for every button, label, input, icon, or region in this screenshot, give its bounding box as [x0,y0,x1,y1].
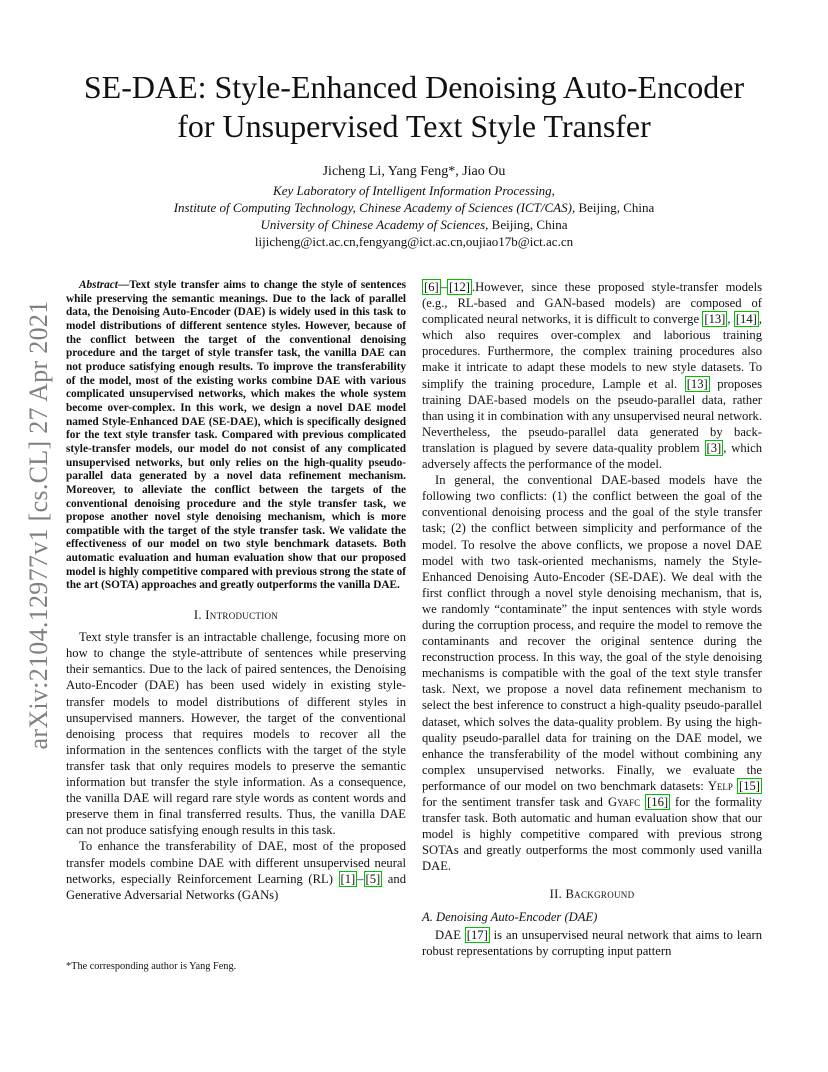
intro-paragraph-3: [6] – [12] .However, since these proposed style-transfer models (e.g., RL-based and GAN-based models) are composed of complicated neural networks, it is difficult to converge [13] , [14] , which also requires over-complex and laborious training procedures. Furthermore, the complex training procedures also make it intricate to adapt these models to new style datasets. To simplify the training procedure, Lample et al. [13] proposes training DAE-based models on the pseudo-parallel data, rather than using it in combination with any unsupervised neural network. Nevertheless, the pseudo-parallel data generated by back-translation is plagued by severe data-quality problem [3] , which adversely affects the performance of the model. [422,280,763,472]
citation-link[interactable]: [17] [466,927,488,942]
right-column [422,279,762,959]
intro-paragraph-2: To enhance the transferability of DAE, most of the proposed transfer models combine DAE with different unsupervised neural networks, especially Reinforcement Learning (RL) [1] – [5] and Generative Adversarial Networks (GANs) [66,839,406,902]
section-heading-background: II. Background [549,887,635,902]
affiliation-location-2: Beijing, China [488,217,568,232]
paper-title [60,68,768,146]
abstract-text: —Text style transfer aims to change the style of sentences while preserving the semantic meanings. Due to the lack of parallel data, the Denoising Auto-Encoder (DAE) is widely used in this task to model distributions of different sentence styles. However, because of the conflict between the target of the conventional denoising procedure and the target of style transfer task, the vanilla DAE can not produce satisfying enough results. To improve the transferability of the model, most of the existing works combine DAE with various complicated unsupervised networks, which makes the whole system become over-complex. In this work, we design a novel DAE model named Style-Enhanced DAE (SE-DAE), which is specifically designed for the text style transfer task. Compared with previous complicated style-transfer models, our model do not consist of any complicated unsupervised networks, but only relies on the high-quality pseudo-parallel data generated by a novel data refinement mechanism. Moreover, to alleviate the conflict between the targets of the conventional denoising procedure and the style transfer task, we propose another novel style denoising mechanism, which is more compatible with the target of the style transfer task. We validate the effectiveness of our model on two style benchmark datasets. Both automatic evaluation and human evaluation show that our proposed model is highly competitive compared with previous strong the state of the art (SOTA) approaches and greatly outperforms the vanilla DAE. [66,279,406,592]
citation-link[interactable]: [3] [706,440,722,455]
subsection-heading-dae: A. Denoising Auto-Encoder (DAE) [422,909,598,924]
title-line-1: SE-DAE: Style-Enhanced Denoising Auto-Encoder [83,69,745,105]
arxiv-stamp: arXiv:2104.12977v1 [cs.CL] 27 Apr 2021 [24,300,53,750]
author-list: Jicheng Li, Yang Feng*, Jiao Ou [322,164,506,179]
title-line-2: for Unsupervised Text Style Transfer [177,108,651,144]
abstract-label: Abstract [79,279,118,291]
citation-link[interactable]: [13] [686,376,708,391]
affiliation-line-3 [60,216,768,233]
citation-link[interactable]: [6] [424,280,439,294]
affiliation-line-2 [60,199,768,216]
footnote: *The corresponding author is Yang Feng. [66,961,237,972]
affiliation-university: University of Chinese Academy of Sciences, [260,217,489,232]
citation-link[interactable]: [5] [365,871,381,886]
affiliation-line-1: Key Laboratory of Intelligent Information Processing, [273,183,555,198]
citation-link[interactable]: [16] [647,795,669,809]
section-heading-introduction: I. Introduction [193,608,279,623]
affiliation-institute: Institute of Computing Technology, Chinese Academy of Sciences (ICT/CAS), [173,200,576,215]
author-emails: lijicheng@ict.ac.cn,fengyang@ict.ac.cn,oujiao17b@ict.ac.cn [254,234,574,249]
abstract [66,279,406,593]
intro-paragraph-4: In general, the conventional DAE-based models have the following two conflicts: (1) the conflict between the goal of the conventional denoising process and the goal of the style transfer task; (2) the conflict between simplicity and performance of the model. To resolve the above conflicts, we propose a novel DAE model with two task-oriented mechanisms, namely the Style-Enhanced Denoising Auto-Encoder (SE-DAE). We deal with the first conflict through a novel style denoising mechanism, that is, we randomly “contaminate” the input sentences with style words during the corruption process, and require the model to remove the contaminants and recover the original sentence during the reconstruction process. In this way, the goal of the style denoising mechanisms is compatible with the goal of the text style transfer task. Next, we propose a novel data refinement mechanism to select the best inference to construct a high-quality pseudo-parallel dataset, which solves the data-quality problem. By using the high-quality pseudo-parallel data for training on the DAE model, we enhance the transferability of the model without combining any complex unsupervised networks. Finally, we evaluate the performance of our model on two benchmark datasets: Yelp [15] for the sentiment transfer task and Gyafc [16] for the formality transfer task. Both automatic and human evaluation show that our model is highly competitive compared with previous strong SOTAs and greatly outperforms the most commonly used vanilla DAE. [422,473,762,874]
citation-link[interactable]: [13] [704,312,726,327]
citation-link[interactable]: [14] [735,312,757,327]
citation-link[interactable]: [15] [739,778,760,793]
left-column [66,279,406,903]
citation-link[interactable]: [12] [448,280,470,294]
intro-paragraph-1: Text style transfer is an intractable challenge, focusing more on how to change the style-attribute of sentences while preserving their semantics. Due to the lack of paired sentences, the Denoising Auto-Encoder (DAE) has been used widely in existing style-transfer models to model distributions of different styles in unsupervised manners. However, the target of the conventional denoising process that requires models to recover all the information in the sentences conflicts with the target of the style transfer task that only requires models to preserve the semantic information but transfer the style information. As a consequence, the vanilla DAE will regard rare style words as content words and preserve them in final transferred results. Thus, the vanilla DAE can not produce satisfying enough results in this task. [66,630,406,838]
background-paragraph-1: DAE [17] is an unsupervised neural network that aims to learn robust representations by corrupting input pattern [422,927,763,958]
affiliation-location: Beijing, China [575,200,655,215]
citation-link[interactable]: [1] [340,871,356,886]
